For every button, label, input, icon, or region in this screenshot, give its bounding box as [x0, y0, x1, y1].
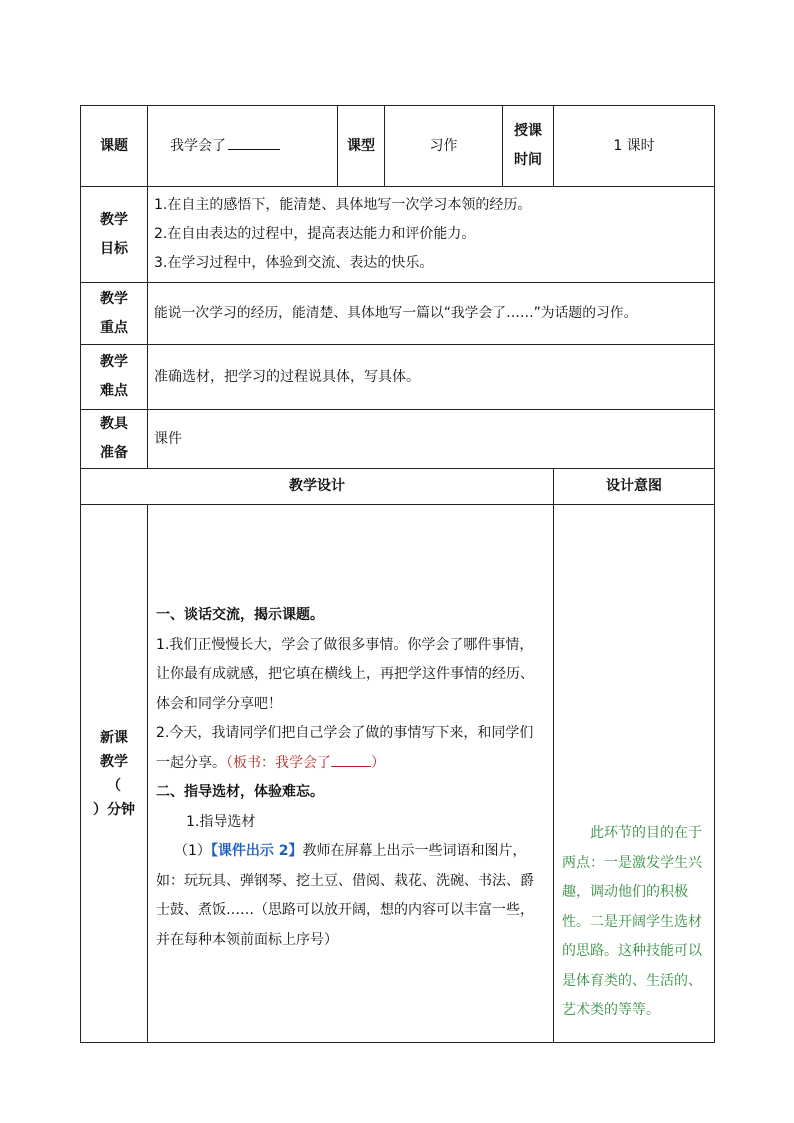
key-points-text: 能说一次学习的经历，能清楚、具体地写一篇以“我学会了……”为话题的习作。	[148, 283, 715, 345]
key-points-row	[81, 283, 715, 345]
lesson-row	[81, 505, 715, 1043]
board-blank-line	[331, 752, 371, 767]
design-header-right: 设计意图	[554, 469, 715, 505]
topic-label: 课题	[81, 106, 148, 187]
intent-text: 此环节的目的在于两点：一是激发学生兴趣，调动他们的积极性。二是开阔学生选材的思路。这种技能可以是体育类的、生活的、艺术类的等等。	[562, 825, 702, 1018]
paragraph-1: 1.我们正慢慢长大，学会了做很多事情。你学会了哪件事情，让你最有成就感，把它填在横线上，再把学这件事情的经历、体会和同学分享吧！	[156, 636, 534, 712]
topic-blank-line	[228, 135, 280, 150]
tools-label: 教具 准备	[81, 410, 148, 469]
goals-row	[81, 187, 715, 283]
topic-value: 我学会了	[148, 106, 338, 187]
paragraph-2: 2.今天，我请同学们把自己学会了做的事情写下来，和同学们一起分享。（板书：我学会了 ）	[156, 725, 534, 771]
time-label: 授课 时间	[503, 106, 554, 187]
design-header-left: 教学设计	[81, 469, 554, 505]
design-intent-content	[554, 505, 715, 1043]
type-value: 习作	[385, 106, 503, 187]
goals-label: 教学 目标	[81, 187, 148, 283]
difficulties-label: 教学 难点	[81, 345, 148, 410]
board-note: （板书：我学会了 ）	[226, 755, 385, 771]
tools-text: 课件	[148, 410, 715, 469]
difficulties-text: 准确选材，把学习的过程说具体，写具体。	[148, 345, 715, 410]
lesson-plan-sheet	[80, 105, 714, 1043]
goal-item: 3.在学习过程中，体验到交流、表达的快乐。	[154, 255, 434, 271]
key-points-label: 教学 重点	[81, 283, 148, 345]
section2-title: 二、指导选材，体验难忘。	[156, 784, 324, 800]
lesson-label: 新课 教学 （ ）分钟	[81, 505, 148, 1043]
goals-content	[148, 187, 715, 283]
difficulties-row	[81, 345, 715, 410]
header-row	[81, 106, 715, 187]
paragraph-3: （1）【课件出示 2】教师在屏幕上出示一些词语和图片，如：玩玩具、弹钢琴、挖土豆、借阅、栽花、洗碗、书法、爵士鼓、煮饭……（思路可以放开阔，想的内容可以丰富一些，并在每种本领前面标上序号）	[156, 843, 534, 948]
goal-item: 1.在自主的感悟下，能清楚、具体地写一次学习本领的经历。	[154, 197, 532, 213]
sub-heading-1: 1.指导选材	[186, 813, 256, 830]
courseware-tag: 【课件出示 2】	[210, 843, 303, 859]
lesson-plan-table	[80, 105, 715, 1043]
tools-row	[81, 410, 715, 469]
section1-title: 一、谈话交流，揭示课题。	[156, 607, 324, 623]
lesson-design-content	[148, 505, 554, 1043]
type-label: 课型	[338, 106, 385, 187]
design-header-row	[81, 469, 715, 505]
goal-item: 2.在自由表达的过程中，提高表达能力和评价能力。	[154, 226, 476, 242]
time-value: 1 课时	[554, 106, 715, 187]
